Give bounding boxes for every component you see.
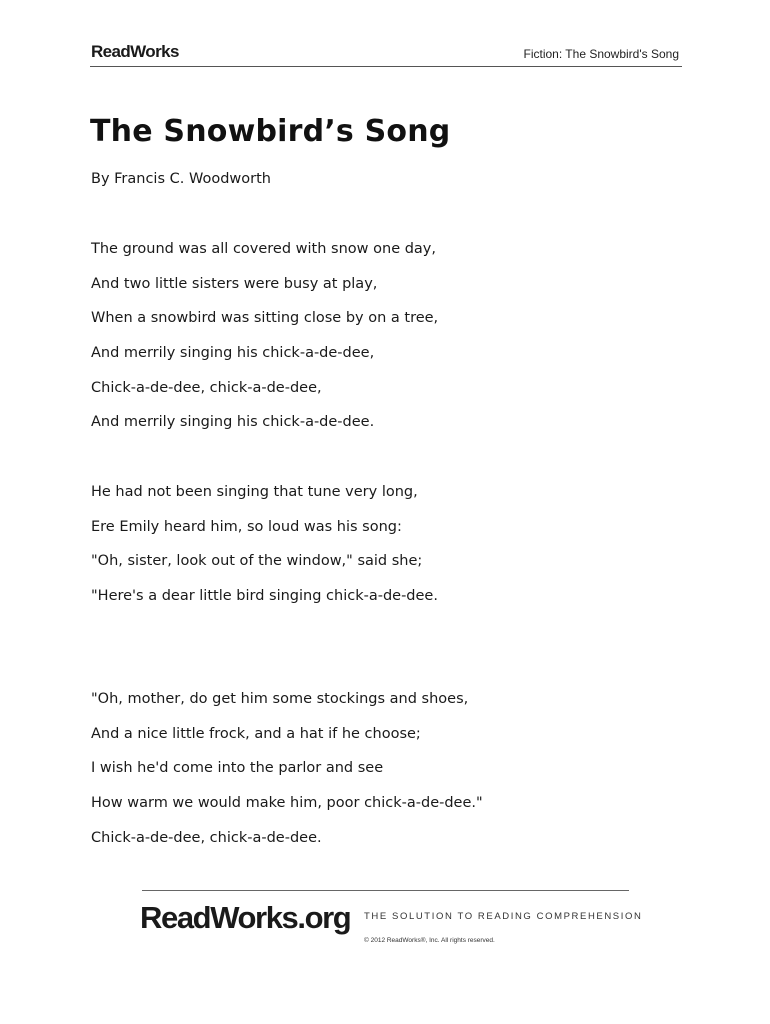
copyright-notice: © 2012 ReadWorks®, Inc. All rights reserved. bbox=[364, 937, 495, 944]
poem-stanza bbox=[91, 232, 438, 440]
poem-line: The ground was all covered with snow one day, bbox=[91, 241, 436, 257]
poem-line: I wish he'd come into the parlor and see bbox=[91, 760, 384, 777]
poem-line: And merrily singing his chick-a-de-dee, bbox=[91, 345, 375, 362]
poem-line: Chick-a-de-dee, chick-a-de-dee. bbox=[91, 829, 322, 846]
poem-line: And two little sisters were busy at play, bbox=[91, 275, 378, 292]
poem-line: How warm we would make him, poor chick-a-de-dee." bbox=[91, 795, 483, 812]
page-title: The Snowbird’s Song bbox=[90, 114, 451, 149]
author-byline: By Francis C. Woodworth bbox=[91, 171, 271, 187]
poem-line: "Oh, sister, look out of the window," said she; bbox=[91, 553, 423, 570]
readworks-org-logo: ReadWorks.org bbox=[140, 900, 351, 935]
poem-line: He had not been singing that tune very long, bbox=[91, 484, 418, 500]
poem-stanza bbox=[91, 475, 438, 614]
readworks-logo: ReadWorks bbox=[91, 42, 179, 61]
poem-line: When a snowbird was sitting close by on a tree, bbox=[91, 310, 439, 327]
poem-line: "Oh, mother, do get him some stockings and shoes, bbox=[91, 691, 469, 707]
poem-line: Ere Emily heard him, so loud was his song: bbox=[91, 518, 402, 535]
poem-line: And merrily singing his chick-a-de-dee. bbox=[91, 414, 375, 431]
header-divider bbox=[90, 66, 682, 67]
poem-line: "Here's a dear little bird singing chick-a-de-dee. bbox=[91, 588, 438, 605]
footer-tagline: THE SOLUTION TO READING COMPREHENSION bbox=[364, 911, 643, 922]
poem-stanza bbox=[91, 682, 483, 855]
poem-line: Chick-a-de-dee, chick-a-de-dee, bbox=[91, 379, 322, 396]
section-label: Fiction: The Snowbird's Song bbox=[523, 47, 679, 61]
footer-divider bbox=[142, 890, 629, 891]
poem-line: And a nice little frock, and a hat if he choose; bbox=[91, 725, 421, 742]
